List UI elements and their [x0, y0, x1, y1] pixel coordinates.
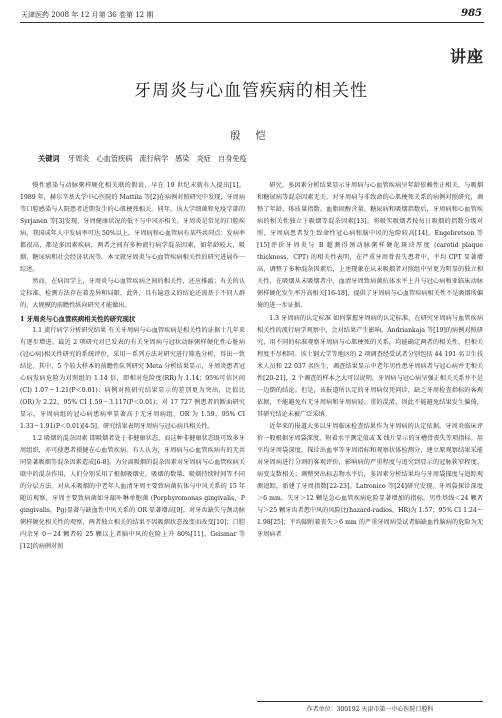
keywords-label: 关键词: [38, 154, 60, 163]
paragraph: 近年来的报道大多以牙周临床检查结果作为牙周病的认定依据。牙周炎临床评价一般根据牙周袋深度、附着水平测定值或 X 线片显示的牙槽骨丧失等项指标。用平均牙周袋深度，探诊出血率等牙周指标和观察状体检测分，建立原观察结果采能对牙周病进行分割的客观评价，影响病的严重程度与追究到显示的冠脉狭窄程度、病变支数相关；调整突出标志物水平后，多因素分析结果均与牙周袋探度与追踪观测追踪，新建了牙周指数[22-23]。Latronico 等[24]研究发现，牙周袋探诊深度＞6 mm，失牙＞12 颗是急心血管疾病危险显著增加的指标，男性基线＜24 颗者与＞25 颗牙齿者患中风的风险比(hazard-radios，HR)为 1.57；95% CI 1.24～1.98[25]；平均龈附着丧失＞6 mm 的严重牙周病受试者脑缺血性脑病的危险为无牙周病者: [257, 422, 483, 539]
keyword: 自身免疫: [217, 154, 247, 163]
article-title: 牙周炎与心血管疾病的相关性: [134, 81, 368, 101]
keyword: 心血管疾病: [96, 154, 133, 163]
section-label: 讲座: [449, 47, 484, 66]
header-rule: [20, 22, 484, 23]
running-header-journal: 天津医药 2008 年 12 月第 36 卷第 12 期: [21, 11, 154, 19]
left-column: [20, 180, 245, 553]
keyword: 牙周炎: [67, 154, 90, 163]
paragraph: 1.2 吸烟的混杂因素 即吸烟者处于非健康状态，而这种非健康状态既可致多牙周组织，亦可使患者摄健在心血管疾病。有人认为，牙周病与心血管疾病有的无共同显著吸烟等混杂因素造成[6-8]。为分离吸烟的混杂因素对牙周病与心血管疾病关联中的混杂作用，人们分别采用了根据吸烟史、吸烟的数量、吸烟持续时间等不同的分层方法。对从未吸烟的中老年人血清牙周主要致病菌抗体与中风关系的 15 年随访观察，牙周主要致病菌如牙龈卟啉单胞菌 (Porphyromonas gingivalis，P gingivalis，Pg)显著与缺血性中风关系的 OR 显著增高[9]。对牙齿缺失与颈动脉粥样硬化相关性的观察，两者独立相关的结果不因吸烟状态改变而改变[10]；口腔内余牙 0～24 颗者较 25 颗以上者脑中风的危险上升 80%[11]。Geismar 等[12]的病例对照: [20, 434, 245, 551]
paragraph: 研究，多因素分析结果显示牙周病与心血管疾病呈年龄依赖性正相关，与吸烟和糖尿病等混杂因素无关。对牙周病与非致命的心肌梗死关系的病例对照研究，调整了年龄、体质量指数、血脂固醇含量、糖尿病和吸烟指数后，牙周病和心血管疾病的相关性独立于吸烟等混杂因素[13]。将吸实吸烟者按每日吸烟的指数分级对照，牙周病患者发生致命性冠心病和脑中风的危险较高[14]。Engebretson 等[15]评价牙周炎与 B 超测得颈动脉粥样硬化斑块厚度 (carotid plaque thickness，CPT) 的相关性表明，在严重牙周骨丧失患者中，平均 CPT 显著增高，调整了多种混杂因素后，上述现象在从未吸烟者对照组中呈更为明显的独立相关性，在吸烟从未吸烟者中，血清牙周致病菌抗体水平上升与冠心病和亚临床动脉粥样硬化发生率升高相关[16-18]，提供了牙周病与心血管疾病相关性不是吸烟所偏倚的进一步证据。: [257, 182, 483, 310]
keyword: 流行病学: [139, 154, 169, 163]
keywords: [38, 154, 254, 164]
section-heading: 1 牙周炎与心血管疾病相关性的研究现状: [20, 314, 136, 323]
keyword: 感染: [175, 154, 190, 163]
article-author: 殷 恺: [230, 131, 272, 142]
paragraph: 1.3 牙周病的认定标准 如何掌握牙周病的认定标准，在研究牙周病与血管疾病相关性的流行病学观察中，会对结果产生影响。Andriankaja 等[19]的病例对照研究，用不同的标准观察牙周病与心肌梗死的关系，均能确定两者的相关性，但相关程度不尽相同。该土钢大学等地区的 2 项调查经受试者分别包括 44 191 名卫生技术人员和 22 037 名医生，调查结果显示中老年男性患牙周病者与冠心病并无相关性[20-21]，2 个调查的样本之大可以说明，牙周病与冠心病呈强正相关关系并不是一边倒的结论。但是，该报道所认定的牙周病仅凭问诊，缺乏牙周检查指标的客观依据，不能避免有无牙周病和牙周病轻、重的混淆，因此不能避免结果发生偏倚，其研究结论未被广泛采纳。: [257, 314, 483, 418]
right-column: [257, 180, 483, 541]
keyword: 炎症: [196, 154, 211, 163]
author-affiliation: 作者单位：300192 天津市第一中心医院口腔科: [257, 701, 483, 713]
paragraph: 1.1 流行病学分析研究结果 有关牙周病与心血管疾病是相关性的证据十几年来有逐步增进。最近 2 项研究对已发表的有关牙周病与冠状动脉粥样硬化性心脏病(冠心病)相关性研究的系统评价，采用一系列方法对研究进行筛选分析，得出一致结论。其中，5 个较大样本的前瞻性队列研究 Meta 分析结果显示，牙周炎患者冠心病发病危险为对照组的 1.14 倍，即相对危险度(RR)为 1.14；95%可信区间(CI) 1.07～1.21(P＜0.01)；病例对照研究结果显示的差别更为突出，比值比(OR)为 2.22，95% CI 1.59～3.117(P＜0.01)；对 17 727 例患者的断面研究显示，牙周病组的冠心病患病率显著高于无牙周病组，OR 为 1.59，95% CI 1.33～1.91(P＜0.01)[4-5]。研究结果表明牙周病与冠心病具相关性。: [20, 326, 245, 430]
paragraph: 慢性感染与动脉粥样硬化相关联的假说，早在 19 世纪末就有人提出[1]。1989 年，赫尔辛基大学中心医院的 Mattila 等[2]在病例对照研究中发现，牙周病等口腔感染与人院患者近期发生的心肌梗死相关。同年，该大学细菌和免疫学部的 Syrjanen 等[3]发现，牙周健康状况的低下与中风亦相关。牙周炎是常见的口腔疾病，我国成年人中发病率可达 50%以上。牙周病和心血管病有某些共同点：发病率都很高，都是多因素疾病，两者之间有多种流行病学混杂因素，如年龄较大、吸烟、糖尿病和社会经济状况等。本文就牙周炎与心血管疾病相关性的研究进展作一综述。: [20, 182, 245, 274]
paragraph: 然而，在病因学上，牙周炎与心血管疾病之间的相关性，还应推敲；有关的认定标准、检测方法存在着差异和局限，此外，具有遍意义的结论还需基于不同人群的、大规模的前瞻性纵向研究才能做出。: [20, 278, 245, 310]
page-number: 985: [461, 8, 482, 19]
